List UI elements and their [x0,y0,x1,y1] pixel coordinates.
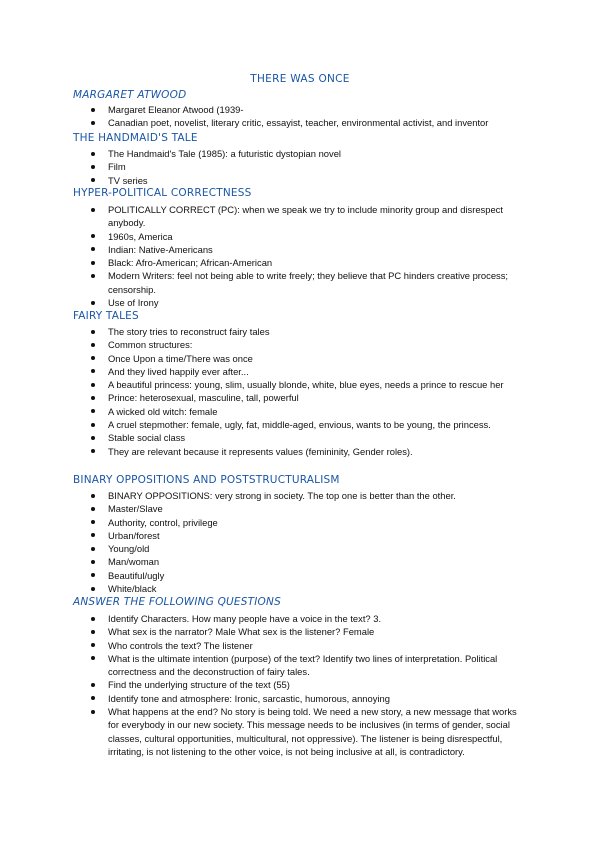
bullet-icon [91,178,95,182]
list-item: 1960s, America [0,230,600,243]
bullet-icon [91,630,95,634]
list-item: The story tries to reconstruct fairy tales [0,325,600,338]
list-item: Black: Afro-American; African-American [0,256,600,269]
bullet-icon [91,573,95,577]
list-item: Master/Slave [0,502,600,515]
list-item: Modern Writers: feel not being able to write freely; they believe that PC hinders creative process; censorship. [0,269,600,296]
list-item: Margaret Eleanor Atwood (1939- [0,103,600,116]
list-item: Prince: heterosexual, masculine, tall, powerful [0,391,600,404]
bullet-icon [91,261,95,265]
section-heading-handmaids-tale: THE HANDMAID'S TALE [73,132,198,144]
bullet-icon [91,369,95,373]
list-item: Use of Irony [0,296,600,309]
bullet-icon [91,587,95,591]
list-item: BINARY OPPOSITIONS: very strong in society. The top one is better than the other. [0,489,600,502]
bullet-icon [91,343,95,347]
list-item: Young/old [0,542,600,555]
list-item: A beautiful princess: young, slim, usually blonde, white, blue eyes, needs a prince to rescue her [0,378,600,391]
bullet-icon [91,656,95,660]
list-item: Urban/forest [0,529,600,542]
list-item: Film [0,160,600,173]
list-item: Identify tone and atmosphere: Ironic, sarcastic, humorous, annoying [0,692,600,705]
bullet-icon [91,301,95,305]
bullet-icon [91,383,95,387]
list-item: What is the ultimate intention (purpose) of the text? Identify two lines of interpretation. Political correctness and the deconstruction of fairy tales. [0,652,600,679]
list-item: And they lived happily ever after... [0,365,600,378]
list-item: White/black [0,582,600,595]
list-item: Man/woman [0,555,600,568]
bullet-icon [91,234,95,238]
bullet-icon [91,121,95,125]
bullet-icon [91,423,95,427]
bullet-list-questions [0,612,600,758]
list-item: Beautiful/ugly [0,569,600,582]
list-item: A cruel stepmother: female, ugly, fat, middle-aged, envious, wants to be young, the princess. [0,418,600,431]
list-item: A wicked old witch: female [0,405,600,418]
bullet-icon [91,683,95,687]
bullet-icon [91,617,95,621]
bullet-icon [91,533,95,537]
bullet-icon [91,520,95,524]
list-item: Stable social class [0,431,600,444]
bullet-list-fairy-tales [0,325,600,458]
list-item: POLITICALLY CORRECT (PC): when we speak we try to include minority group and disrespect anybody. [0,203,600,230]
bullet-icon [91,274,95,278]
list-item: Who controls the text? The listener [0,639,600,652]
list-item: Authority, control, privilege [0,516,600,529]
list-item: Common structures: [0,338,600,351]
list-item: Indian: Native-Americans [0,243,600,256]
list-item: TV series [0,174,600,187]
bullet-icon [91,547,95,551]
list-item: The Handmaid's Tale (1985): a futuristic dystopian novel [0,147,600,160]
bullet-icon [91,449,95,453]
bullet-icon [91,409,95,413]
list-item: They are relevant because it represents values (femininity, Gender roles). [0,445,600,458]
section-heading-margaret-atwood: MARGARET ATWOOD [73,89,187,101]
list-item: Find the underlying structure of the text (55) [0,678,600,691]
document-title: THERE WAS ONCE [250,73,350,85]
list-item: Once Upon a time/There was once [0,352,600,365]
section-heading-questions: ANSWER THE FOLLOWING QUESTIONS [73,596,281,608]
bullet-icon [91,507,95,511]
bullet-list-margaret-atwood [0,103,600,130]
list-item: What happens at the end? No story is being told. We need a new story, a new message that works for everybody in our new society. This message needs to be inclusives (in terms of gender, social classes, cultural opportunities, multicultural, not oppressive). The listener is being disrespectful, irritating, is not listening to the other voice, is not being inclusive at all, is contradictory. [0,705,600,758]
bullet-icon [91,356,95,360]
list-item: Canadian poet, novelist, literary critic, essayist, teacher, environmental activist, and inventor [0,116,600,129]
bullet-icon [91,396,95,400]
list-item: Identify Characters. How many people have a voice in the text? 3. [0,612,600,625]
bullet-icon [91,247,95,251]
bullet-icon [91,108,95,112]
bullet-list-binary-oppositions [0,489,600,595]
bullet-icon [91,494,95,498]
bullet-icon [91,208,95,212]
bullet-icon [91,696,95,700]
bullet-icon [91,165,95,169]
bullet-icon [91,152,95,156]
bullet-icon [91,643,95,647]
bullet-list-handmaids-tale [0,147,600,187]
section-heading-binary-oppositions: BINARY OPPOSITIONS AND POSTSTRUCTURALISM [73,474,340,486]
bullet-icon [91,436,95,440]
bullet-icon [91,560,95,564]
section-heading-political-correctness: HYPER-POLITICAL CORRECTNESS [73,187,252,199]
bullet-list-political-correctness [0,203,600,309]
list-item: What sex is the narrator? Male What sex is the listener? Female [0,625,600,638]
bullet-icon [91,330,95,334]
bullet-icon [91,710,95,714]
section-heading-fairy-tales: FAIRY TALES [73,310,139,322]
